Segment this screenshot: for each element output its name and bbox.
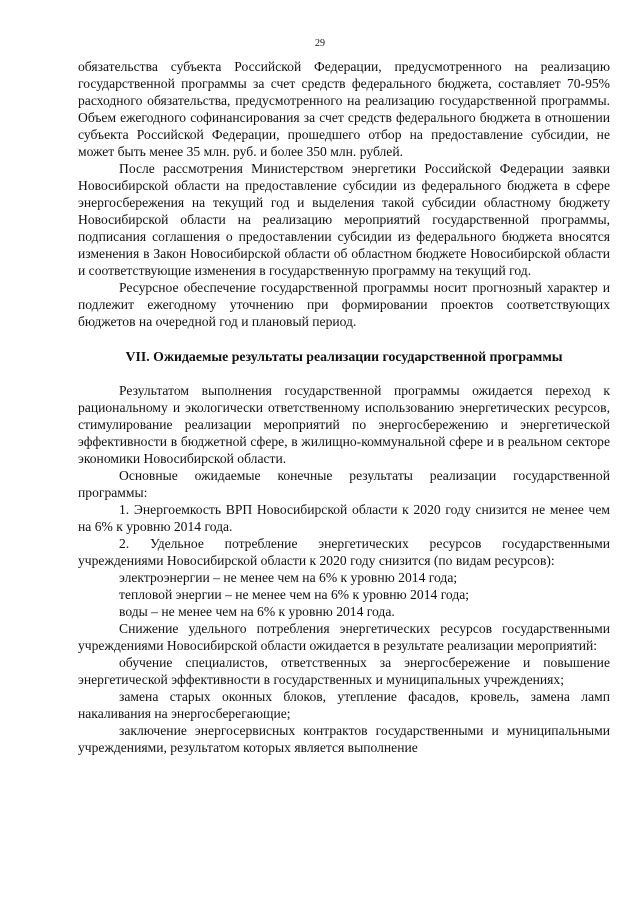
paragraph-program-result: Результатом выполнения государственной программы ожидается переход к рациональному и экологически ответственному использованию энергетических ресурсов, стимулирование реализации мероприятий по энергосбережению и энергетической эффективности в бюджетной сфере, в жилищно-коммунальной сфере и в реальном секторе экономики Новосибирской области. [78,383,610,466]
list-item-energy-intensity: 1. Энергоемкость ВРП Новосибирской области к 2020 году снизится не менее чем на 6% к уровню 2014 года. [78,502,610,534]
section-heading: VII. Ожидаемые результаты реализации государственной программы [125,349,563,364]
page-number: 29 [315,38,325,49]
paragraph-ministry-review: После рассмотрения Министерством энергетики Российской Федерации заявки Новосибирской области на предоставление субсидии из федерального бюджета в сфере энергосбережения на текущий год и выделения такой субсидии областному бюджету Новосибирской области на реализацию мероприятий государственной программы, подписания соглашения о предоставлении субсидии из федерального бюджета вносятся изменения в Закон Новосибирской области об областном бюджете Новосибирской области и соответствующие изменения в государственную программу на текущий год. [78,161,610,278]
measure-item-training: обучение специалистов, ответственных за энергосбережение и повышение энергетической эффективности в государственных и муниципальных учреждениях; [78,655,610,687]
measure-item-replacement: замена старых оконных блоков, утепление фасадов, кровель, замена ламп накаливания на энергосберегающие; [78,689,610,721]
list-item-specific-consumption: 2. Удельное потребление энергетических ресурсов государственными учреждениями Новосибирской области к 2020 году снизится (по видам ресурсов): [78,536,610,568]
resource-item-water: воды – не менее чем на 6% к уровню 2014 года. [119,604,395,619]
resource-item-electricity: электроэнергии – не менее чем на 6% к уровню 2014 года; [119,570,458,585]
measure-item-energy-contracts: заключение энергосервисных контрактов государственными и муниципальными учреждениями, результатом которых является выполнение [78,723,610,755]
paragraph-resource-support: Ресурсное обеспечение государственной программы носит прогнозный характер и подлежит ежегодному уточнению при формировании проектов соответствующих бюджетов на очередной год и плановый период. [78,280,610,329]
document-body [78,58,610,756]
paragraph-budget-cofinancing: обязательства субъекта Российской Федерации, предусмотренного на реализацию государственной программы за счет средств федерального бюджета, составляет 70-95% расходного обязательства, предусмотренного на реализацию государственной программы. Объем ежегодного софинансирования за счет средств федерального бюджета в отношении субъекта Российской Федерации, прошедшего отбор на предоставление субсидии, не может быть менее 35 млн. руб. и более 350 млн. рублей. [78,59,610,159]
paragraph-reduction-measures: Снижение удельного потребления энергетических ресурсов государственными учреждениями Новосибирской области ожидается в результате реализации мероприятий: [78,621,610,653]
paragraph-expected-results-intro: Основные ожидаемые конечные результаты реализации государственной программы: [78,468,610,500]
resource-item-heat: тепловой энергии – не менее чем на 6% к уровню 2014 года; [119,587,470,602]
